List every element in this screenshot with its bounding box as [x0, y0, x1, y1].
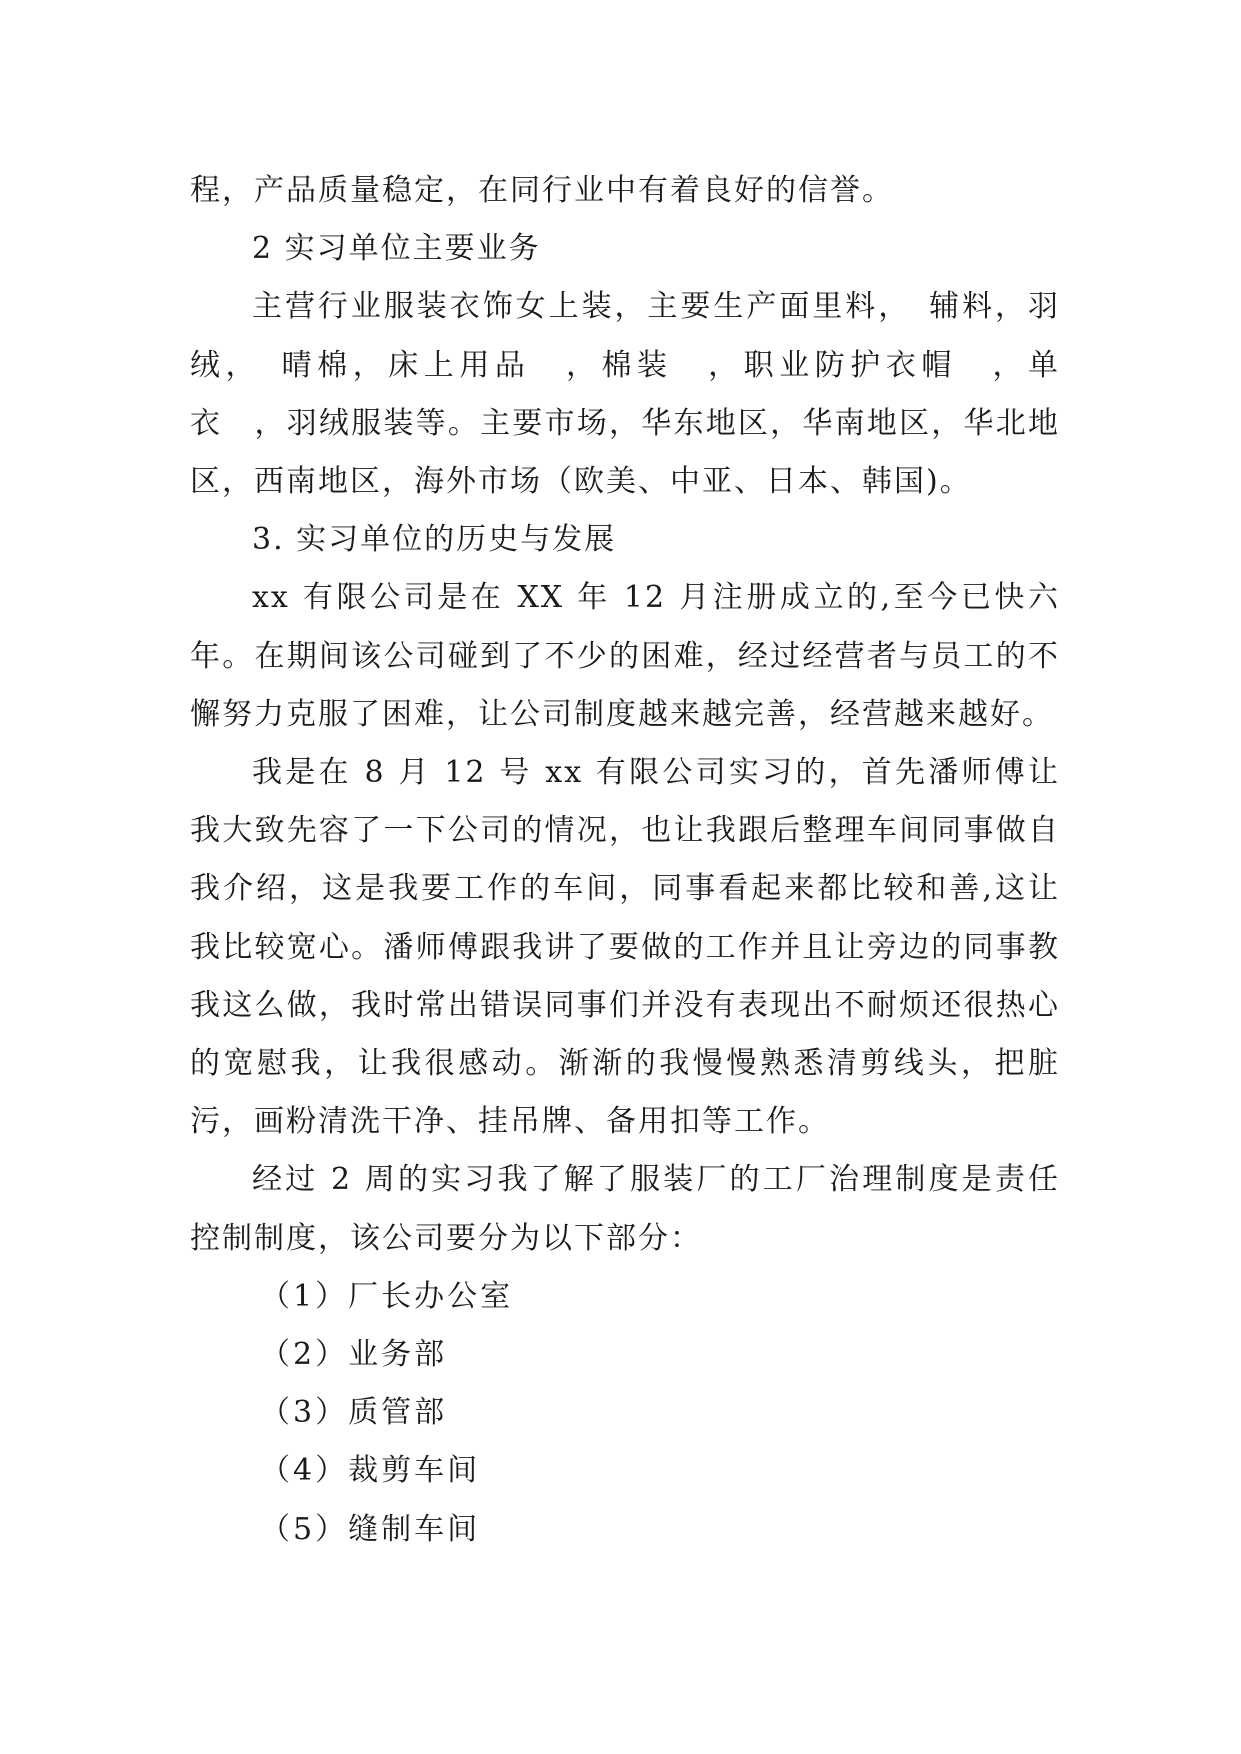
- paragraph-business: 主营行业服装衣饰女上装，主要生产面里料， 辅料，羽绒， 晴棉，床上用品 ，棉装 ，职业防护衣帽 ，单衣 ，羽绒服装等。主要市场，华东地区，华南地区，华北地区，西南地区，海外市场（欧美、中亚、日本、韩国)。: [190, 289, 1060, 500]
- paragraph-continuation: 程，产品质量稳定，在同行业中有着良好的信誉。: [190, 173, 894, 208]
- section-heading-history: 3. 实习单位的历史与发展: [252, 522, 617, 558]
- list-item-director-office: （1）厂长办公室: [260, 1278, 514, 1314]
- section-heading-business: 2 实习单位主要业务: [252, 231, 541, 267]
- paragraph-history: xx 有限公司是在 XX 年 12 月注册成立的,至今已快六年。在期间该公司碰到了不少的困难，经过经营者与员工的不懈努力克服了困难，让公司制度越来越完善，经营越来越好。: [190, 580, 1060, 732]
- list-item-sewing-workshop: （5）缝制车间: [260, 1511, 481, 1547]
- paragraph-experience: 我是在 8 月 12 号 xx 有限公司实习的，首先潘师傅让我大致先容了一下公司的情况，也让我跟后整理车间同事做自我介绍，这是我要工作的车间，同事看起来都比较和善,这让我比较宽心。潘师傅跟我讲了要做的工作并且让旁边的同事教我这么做，我时常出错误同事们并没有表现出不耐烦还很热心的宽慰我，让我很感动。渐渐的我慢慢熟悉清剪线头，把脏污，画粉清洗干净、挂吊牌、备用扣等工作。: [190, 755, 1060, 1140]
- paragraph-management: 经过 2 周的实习我了解了服装厂的工厂治理制度是责任控制制度，该公司要分为以下部分：: [190, 1162, 1060, 1256]
- list-item-quality-dept: （3）质管部: [260, 1395, 448, 1431]
- list-item-cutting-workshop: （4）裁剪车间: [260, 1453, 481, 1489]
- document-body: [190, 162, 1060, 1559]
- list-item-business-dept: （2）业务部: [260, 1337, 448, 1373]
